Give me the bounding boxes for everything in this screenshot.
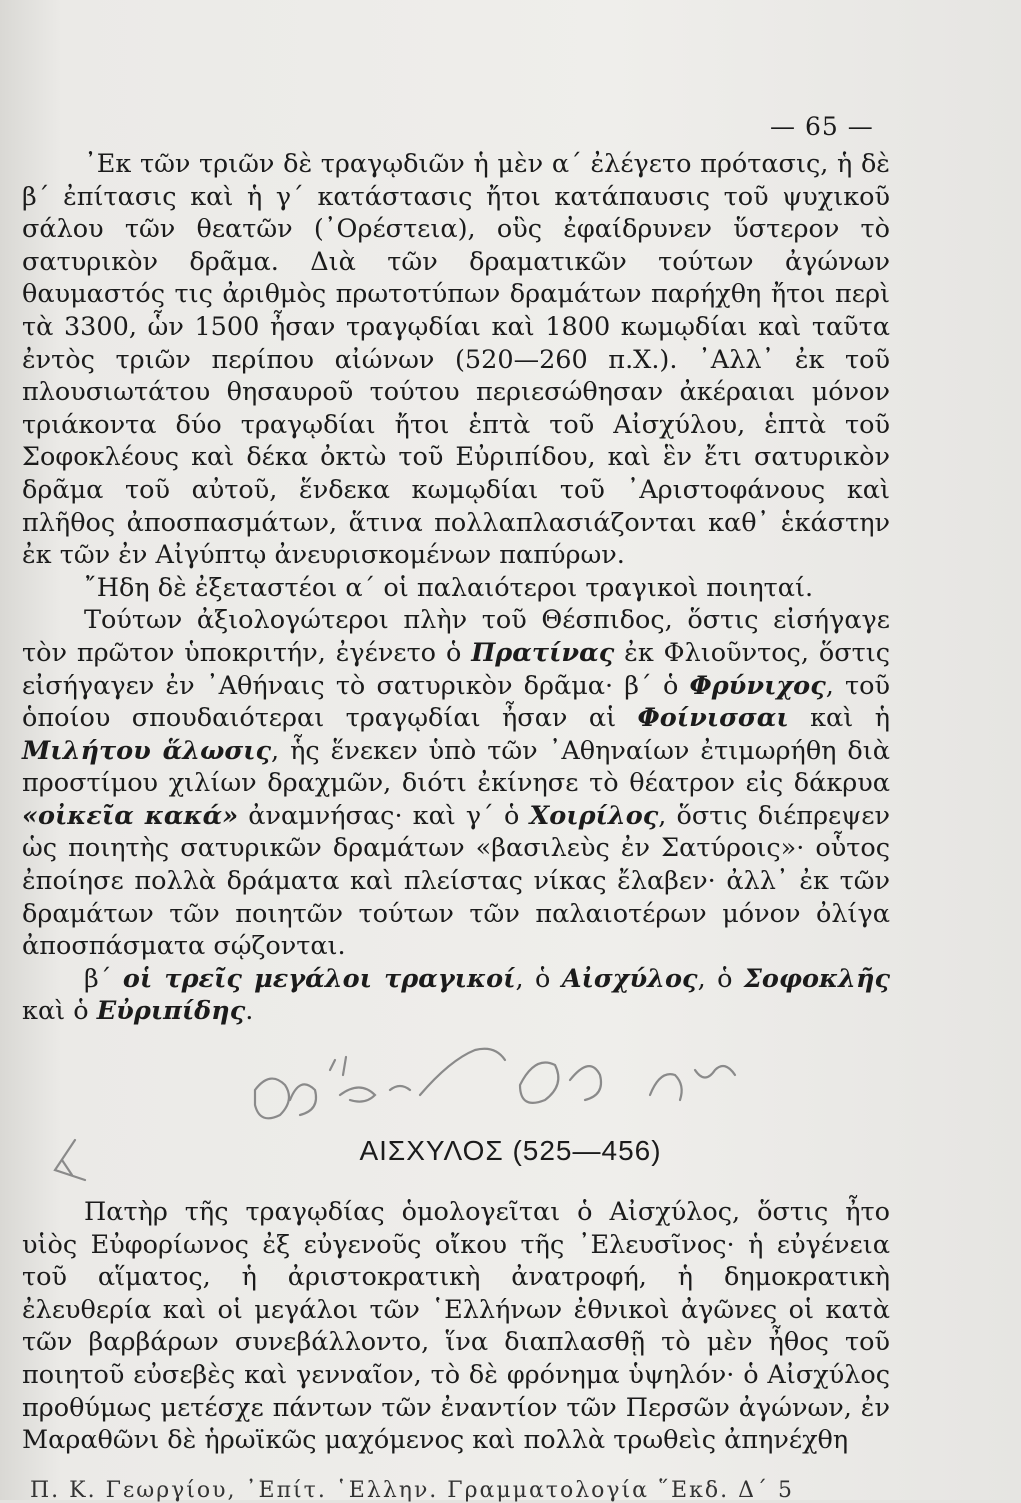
name-phrynichos: Φρύνιχος [689,670,826,701]
paragraph-2: ῎Ηδη δὲ ἐξεταστέοι α΄ οἱ παλαιότεροι τραγικοὶ ποιηταί. [84,572,814,603]
title-miletou-alosis: Μιλήτου ἅλωσις [22,735,272,766]
paragraph-3: Τούτων ἀξιολογώτεροι πλὴν τοῦ Θέσπιδος, ὅστις εἰσήγαγε τὸν πρῶτον ὑποκριτήν, ἐγένετο ὁ Πρατίνας ἐκ Φλιοῦντος, ὅστις εἰσήγαγεν ἐν ᾿Αθήναις τὸ σατυρικὸν δρᾶμα· β΄ ὁ Φρύνιχος, τοῦ ὁποίου σπουδαιότεραι τραγῳδίαι ἦσαν αἱ Φοίνισσαι καὶ ἡ Μιλήτου ἅλωσις, ἧς ἕνεκεν ὑπὸ τῶν ᾿Αθηναίων ἐτιμωρήθη διὰ προστίμου χιλίων δραχμῶν, διότι ἐκίνησε τὸ θέατρον εἰς δάκρυα «οἰκεῖα κακά» ἀναμνήσας· καὶ γ΄ ὁ Χοιρίλος, ὅστις διέπρεψεν ὡς ποιητὴς σατυρικῶν δραμάτων «βασιλεὺς ἐν Σατύροις»· οὗτος ἐποίησε πολλὰ δράματα καὶ πλείστας νίκας ἔλαβεν· ἀλλ᾿ ἐκ τῶν δραμάτων τῶν ποιητῶν τούτων τῶν παλαιοτέρων μόνον ὀλίγα ἀποσπάσματα σῴζονται. [22,605,891,962]
name-aischylos: Αἰσχύλος [561,963,698,994]
name-choirilos: Χοιρίλος [529,800,659,831]
paragraph-4: β΄ οἱ τρεῖς μεγάλοι τραγικοί, ὁ Αἰσχύλος, ὁ Σοφοκλῆς καὶ ὁ Εὐριπίδης. [22,963,891,1027]
name-pratinas: Πρατίνας [471,637,615,668]
paragraph-5: Πατὴρ τῆς τραγῳδίας ὁμολογεῖται ὁ Αἰσχύλος, ὅστις ἦτο υἱὸς Εὐφορίωνος ἐξ εὐγενοῦς οἴκου τῆς ᾿Ελευσῖνος· ἡ εὐγένεια τοῦ αἵματος, ἡ ἀριστοκρατικὴ ἀνατροφή, ἡ δημοκρατικὴ ἐλευθερία καὶ οἱ μεγάλοι τῶν ῾Ελλήνων ἐθνικοὶ ἀγῶνες οἱ κατὰ τῶν βαρβάρων συνεβάλλοντο, ἵνα διαπλασθῇ τὸ μὲν ἦθος τοῦ ποιητοῦ εὐσεβὲς καὶ γενναῖον, τὸ δὲ φρόνημα ὑψηλόν· ὁ Αἰσχύλος προθύμως μετέσχε πάντων τῶν ἐναντίον τῶν Περσῶν ἀγώνων, ἐν Μαραθῶνι δὲ ἡρωϊκῶς μαχόμενος καὶ πολλὰ τρωθεὶς ἀπηνέχθη [22,1197,890,1456]
title-phoinissai: Φοίνισσαι [637,703,789,734]
section-heading: ΑΙΣΧΥΛΟΣ (525—456) [359,1135,662,1166]
name-sophokles: Σοφοκλῆς [743,963,891,994]
footer-signature: Π. Κ. Γεωργίου, ᾿Επίτ. ῾Ελλην. Γραμματολογία ῞Εκδ. Δ΄ 5 [30,1478,794,1503]
lower-text [22,1196,890,1457]
page-number: — 65 — [770,112,874,141]
paragraph-1: ᾿Εκ τῶν τριῶν δὲ τραγῳδιῶν ἡ μὲν α΄ ἐλέγετο πρότασις, ἡ δὲ β΄ ἐπίτασις καὶ ἡ γ΄ κατάστασις ἤτοι κατάπαυσις τοῦ ψυχικοῦ σάλου τῶν θεατῶν (᾿Ορέστεια), οὓς ἐφαίδρυνεν ὕστερον τὸ σατυρικὸν δρᾶμα. Διὰ τῶν δραματικῶν τούτων ἀγώνων θαυμαστός τις ἀριθμὸς πρωτοτύπων δραμάτων παρήχθη ἤτοι περὶ τὰ 3300, ὧν 1500 ἦσαν τραγῳδίαι καὶ 1800 κωμῳδίαι καὶ ταῦτα ἐντὸς τριῶν περίπου αἰώνων (520—260 π.Χ.). ᾿Αλλ᾿ ἐκ τοῦ πλουσιωτάτου θησαυροῦ τούτου περιεσώθησαν ἀκέραιαι μόνον τριάκοντα δύο τραγῳδίαι ἤτοι ἑπτὰ τοῦ Αἰσχύλου, ἑπτὰ τοῦ Σοφοκλέους καὶ δέκα ὀκτὼ τοῦ Εὐριπίδου, καὶ ἓν ἔτι σατυρικὸν δρᾶμα τοῦ αὐτοῦ, ἕνδεκα κωμῳδίαι τοῦ ᾿Αριστοφάνους καὶ πλῆθος ἀποσπασμάτων, ἅτινα πολλαπλασιάζονται καθ᾿ ἑκάστην ἐκ τῶν ἐν Αἰγύπτῳ ἀνευρισκομένων παπύρων. [22,149,890,571]
name-euripides: Εὐριπίδης [96,996,246,1027]
three-great-tragedians: οἱ τρεῖς μεγάλοι τραγικοί [122,963,516,994]
upper-text [22,148,890,1028]
quote-oikeia-kaka: «οἰκεῖα κακά» [22,800,239,831]
